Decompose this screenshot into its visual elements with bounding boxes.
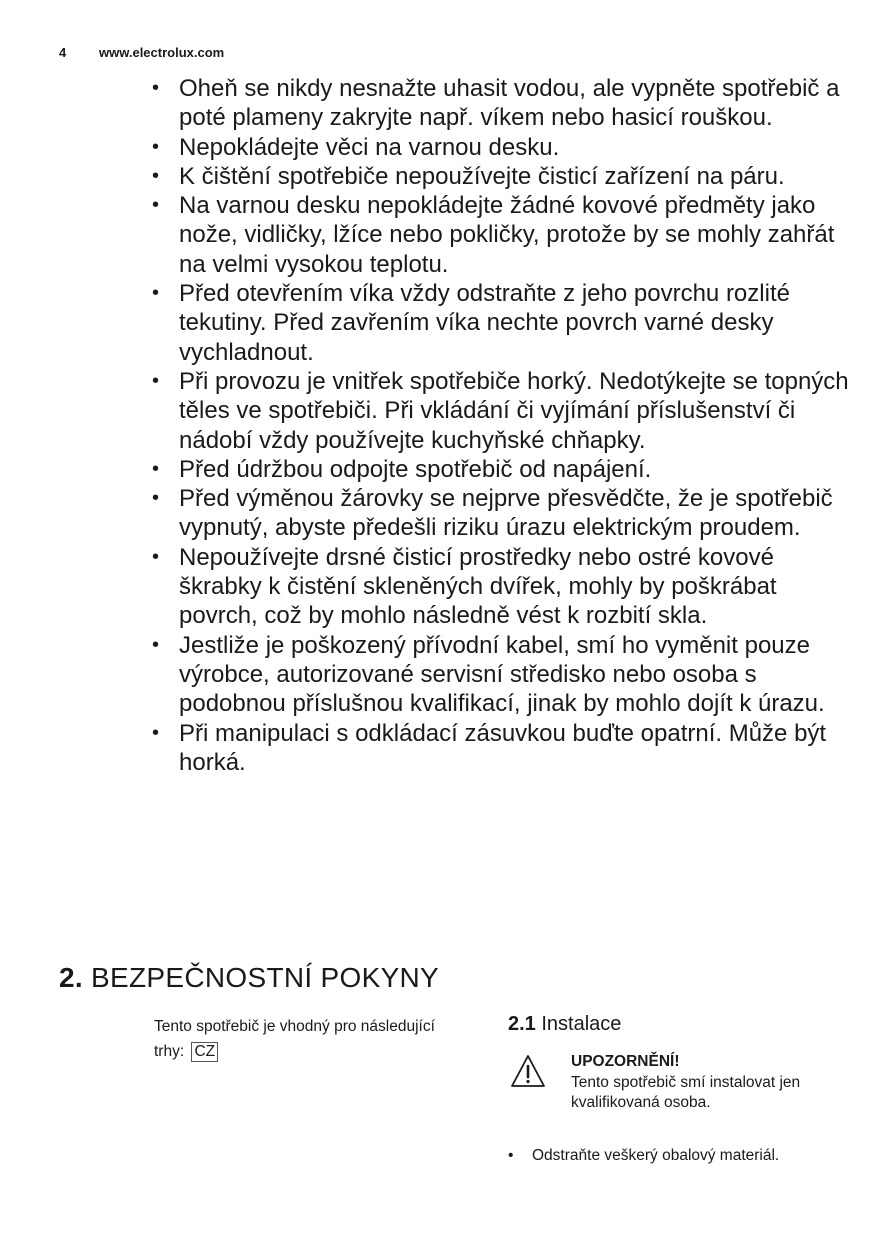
subsection-number: 2.1	[508, 1013, 536, 1035]
market-info	[154, 1014, 494, 1064]
list-item: • Oheň se nikdy nesnažte uhasit vodou, ale vypněte spotřebič a poté plameny zakryjte např. víkem nebo hasicí rouškou.	[152, 75, 840, 132]
list-item: • Před výměnou žárovky se nejprve přesvědčte, že je spotřebič vypnutý, abyste předešli riziku úrazu elektrickým proudem.	[152, 485, 833, 542]
warning-triangle-icon	[510, 1054, 546, 1088]
list-item: • K čištění spotřebiče nepoužívejte čisticí zařízení na páru.	[152, 162, 785, 190]
safety-bullet-list	[152, 74, 852, 777]
list-item: • Při manipulaci s odkládací zásuvkou buďte opatrní. Může být horká.	[152, 719, 827, 776]
page-header	[59, 45, 224, 60]
list-item: • Před údržbou odpojte spotřebič od napájení.	[152, 455, 652, 483]
page-number: 4	[59, 45, 67, 60]
market-text-line2: trhy:	[154, 1043, 185, 1060]
section-number: 2.	[59, 962, 83, 993]
warning-title: UPOZORNĚNÍ!	[571, 1053, 680, 1070]
list-item: • Nepoužívejte drsné čisticí prostředky nebo ostré kovové škrabky k čistění skleněných dvířek, mohly by poškrábat povrch, což by mohlo následně vést k rozbití skla.	[152, 543, 777, 630]
market-text-line1: Tento spotřebič je vhodný pro následující	[154, 1018, 435, 1035]
list-item: • Před otevřením víka vždy odstraňte z jeho povrchu rozlité tekutiny. Před zavřením víka nechte povrch varné desky vychladnout.	[152, 280, 790, 366]
installation-list	[508, 1147, 848, 1165]
list-item: • Na varnou desku nepokládejte žádné kovové předměty jako nože, vidličky, lžíce nebo pokličky, protože by se mohly zahřát na velmi vysokou teplotu.	[152, 192, 835, 278]
subsection-title: Instalace	[541, 1013, 622, 1035]
list-item: • Jestliže je poškozený přívodní kabel, smí ho vyměnit pouze výrobce, autorizované servisní středisko nebo osoba s podobnou příslušnou kvalifikací, jinak by mohlo dojít k úrazu.	[152, 631, 825, 718]
list-item: • Nepokládejte věci na varnou desku.	[152, 133, 560, 161]
market-code-box: CZ	[191, 1042, 218, 1062]
section-heading	[59, 962, 439, 994]
list-item: • Při provozu je vnitřek spotřebiče horký. Nedotýkejte se topných těles ve spotřebiči. Při vkládání či vyjímání příslušenství či nádobí vždy používejte kuchyňské chňapky.	[152, 367, 849, 454]
warning-block	[571, 1052, 811, 1114]
warning-text: Tento spotřebič smí instalovat jen kvalifikovaná osoba.	[571, 1073, 801, 1111]
list-item: • Odstraňte veškerý obalový materiál.	[508, 1147, 780, 1164]
subsection-heading	[508, 1013, 621, 1036]
website-link[interactable]: www.electrolux.com	[99, 45, 225, 60]
section-title: BEZPEČNOSTNÍ POKYNY	[91, 962, 440, 993]
